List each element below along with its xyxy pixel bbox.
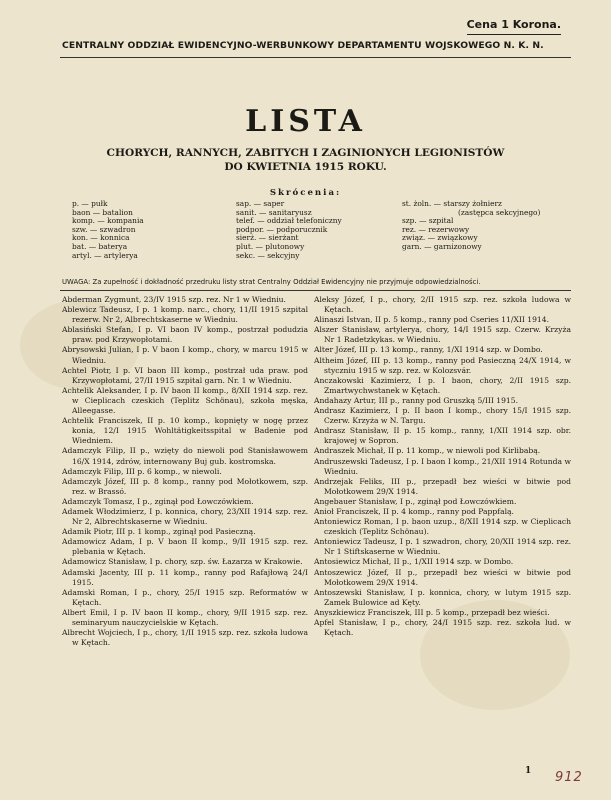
abbreviation-item: plut. — plutonowy: [236, 241, 305, 251]
abbreviations-column-2: [236, 200, 342, 260]
list-entry: Abderman Zygmunt, 23/IV 1915 szp. rez. Nr 1 w Wiedniu.: [62, 295, 286, 304]
abbreviation-item: st. żoln. — starszy żołnierz: [402, 199, 502, 208]
abbreviation-item: artyl. — artylerya: [72, 250, 138, 260]
list-entry: Alinaszi Istvan, II p. 5 komp., ranny pod Cseries 11/XII 1914.: [314, 315, 550, 325]
list-entry: Albrecht Wojciech, I p., chory, 1/II 1915 szp. rez. szkoła ludowa w Kętach.: [62, 628, 308, 648]
list-entry: Adamowicz Adam, I p. V baon II komp., 9/II 1915 szp. rez. plebania w Kętach.: [62, 537, 308, 557]
abbreviation-item: sierż. — sierżant: [236, 233, 299, 243]
list-entry: Achtel Piotr, I p. VI baon III komp., postrzał uda praw. pod Krzywopłotami, 27/II 1915 szpital garn. Nr. 1 w Wiedniu.: [62, 365, 308, 385]
list-entry: Apfel Stanisław, I p., chory, 24/I 1915 szp. rez. szkoła lud. w Kętach.: [314, 618, 571, 638]
abbreviation-item: sanit. — sanitaryusz: [236, 207, 312, 217]
abbreviation-item: bat. — baterya: [72, 241, 128, 251]
list-entry: Abrysowski Julian, I p. V baon I komp., chory, w marcu 1915 w Wiedniu.: [62, 345, 308, 365]
list-entry: Andrasz Kazimierz, I p. II baon I komp., chory 15/I 1915 szp. Czerw. Krzyża w N. Targu.: [314, 406, 571, 426]
list-entry: Alszer Stanisław, artylerya, chory, 14/I 1915 szp. Czerw. Krzyża Nr 1 Radetzkykas. w Wiedniu.: [314, 325, 571, 345]
abbreviation-item: kon. — konnica: [72, 233, 130, 243]
list-entry: Adamczyk Filip, III p. 6 komp., w niewoli.: [62, 466, 222, 476]
list-entry: Albert Emil, I p. IV baon II komp., chory, 9/II 1915 szp. rez. seminaryum nauczycielskie w Kętach.: [62, 607, 308, 627]
list-entry: Achtelik Aleksander, I p. IV baon II komp., 8/XII 1914 szp. rez. w Cieplicach czeskich (Teplitz Schönau), szkoła męska, Alleegasse.: [62, 385, 308, 416]
list-entry: Andrzejak Feliks, III p., przepadł bez wieści w bitwie pod Mołotkowem 29/X 1914.: [314, 476, 571, 496]
list-entry: Ablasiński Stefan, I p. VI baon IV komp., postrzał podudzia praw. pod Krzywopłotami.: [62, 325, 308, 345]
abbreviation-item: komp. — kompania: [72, 216, 144, 226]
handwritten-mark: 912: [555, 770, 583, 785]
list-entry: Adamowicz Stanisław, I p. chory, szp. św. Łazarza w Krakowie.: [62, 557, 303, 567]
list-entry: Adamski Jacenty, III p. 11 komp., ranny pod Rafajłową 24/I 1915.: [62, 567, 308, 587]
list-entry: Alter Józef, III p. 13 komp., ranny, 1/XI 1914 szp. w Dombo.: [314, 345, 543, 355]
header-rule: [60, 57, 571, 58]
subtitle-line-2: DO KWIETNIA 1915 ROKU.: [224, 161, 387, 173]
page-number: 1: [525, 766, 532, 776]
left-column: [62, 295, 308, 648]
abbreviations-column-1: [72, 200, 144, 260]
abbreviations-column-3: [402, 200, 540, 252]
disclaimer-note: UWAGA: Za zupełność i dokładność przedruku listy strat Centralny Oddział Ewidencyjny nie przyjmuje odpowiedzialności.: [62, 278, 481, 286]
abbreviation-item: związ. — związkowy: [402, 233, 478, 243]
abbreviations-heading: Skrócenia:: [269, 188, 342, 198]
list-entry: Adamczyk Tomasz, I p., zginął pod Łowczówkiem.: [62, 496, 254, 506]
right-column: [314, 295, 571, 638]
abbreviation-item: rez. — rezerwowy: [402, 224, 470, 234]
list-entry: Angebauer Stanisław, I p., zginął pod Łowczówkiem.: [314, 496, 517, 506]
list-entry: Adamczyk Józef, III p. 8 komp., ranny pod Mołotkowem, szp. rez. w Brassó.: [62, 476, 308, 496]
abbreviation-item: (zastępca sekcyjnego): [458, 207, 541, 217]
list-entry: Antoszewski Stanisław, I p. konnica, chory, w lutym 1915 szp. Zamek Bulowice ad Kęty.: [314, 587, 571, 607]
list-entry: Andrasz Stanisław, II p. 15 komp., ranny, 1/XII 1914 szp. obr. krajowej w Sopron.: [314, 426, 571, 446]
abbreviation-item: baon — batalion: [72, 207, 133, 217]
list-entry: Aleksy Józef, I p., chory, 2/II 1915 szp. rez. szkoła ludowa w Kętach.: [314, 295, 571, 315]
list-entry: Adamik Piotr, III p. 1 komp., zginął pod Pasieczną.: [62, 527, 256, 537]
abbreviation-item: telef. — oddział telefoniczny: [236, 216, 342, 226]
list-entry: Adamek Włodzimierz, I p. konnica, chory, 23/XII 1914 szp. rez. Nr 2, Albrechtskaserne w Wiedniu.: [62, 506, 308, 527]
abbreviation-item: podpor. — podporucznik: [236, 224, 328, 234]
list-entry: Adamski Roman, I p., chory, 25/I 1915 szp. Reformatów w Kętach.: [62, 587, 308, 607]
abbreviation-item: garn. — garnizonowy: [402, 241, 482, 251]
list-entry: Anczakowski Kazimierz, I p. I baon, chory, 2/II 1915 szp. Zmartwychwstanek w Kętach.: [314, 375, 571, 395]
abbreviation-item: szw. — szwadron: [72, 224, 136, 234]
price-label: Cena 1 Korona.: [467, 18, 561, 35]
subtitle-line-1: CHORYCH, RANNYCH, ZABITYCH I ZAGINIONYCH LEGIONISTÓW: [106, 147, 505, 159]
list-entry: Achtelik Franciszek, II p. 10 komp., kopnięty w nogę przez konia, 12/I 1915 Wohltätigkeitsspital w Badenie pod Wiedniem.: [62, 416, 308, 446]
document-title: LISTA: [245, 104, 366, 139]
list-entry: Andraszek Michał, II p. 11 komp., w niewoli pod Kirlibabą.: [314, 446, 541, 456]
list-entry: Adamczyk Filip, II p., wzięty do niewoli pod Stanisławowem 16/X 1914, zdrów, internowany Buj gub. kostromska.: [62, 446, 308, 466]
abbreviation-item: p. — pułk: [72, 199, 108, 208]
abbreviation-item: sap. — saper: [236, 199, 285, 208]
list-entry: Andruszewski Tadeusz, I p. I baon I komp., 21/XII 1914 Rotunda w Wiedniu.: [314, 456, 571, 476]
list-entry: Ablewicz Tadeusz, I p. 1 komp. narc., chory, 11/II 1915 szpital rezerw. Nr 2, Albrechtskaserne w Wiedniu.: [62, 305, 308, 325]
note-rule: [60, 290, 571, 291]
list-entry: Anioł Franciszek, II p. 4 komp., ranny pod Pappfalą.: [314, 506, 514, 516]
abbreviation-item: szp. — szpital: [402, 216, 454, 226]
list-entry: Antoszewicz Józef, II p., przepadł bez wieści w bitwie pod Mołotkowem 29/X 1914.: [314, 567, 571, 587]
list-entry: Antoniewicz Tadeusz, I p. 1 szwadron, chory, 20/XII 1914 szp. rez. Nr 1 Stiftskaserne w Wiedniu.: [314, 537, 571, 557]
abbreviation-item: sekc. — sekcyjny: [236, 250, 300, 260]
list-entry: Andahazy Artur, III p., ranny pod Gruszką 5/III 1915.: [314, 395, 518, 405]
list-entry: Altheim Józef, III p. 13 komp., ranny pod Pasieczną 24/X 1914, w styczniu 1915 w szp. rez. w Kolozsvár.: [314, 355, 571, 375]
list-entry: Antoniewicz Roman, I p. baon uzup., 8/XII 1914 szp. w Cieplicach czeskich (Teplitz Schönau).: [314, 517, 571, 537]
list-entry: Anyszkiewicz Franciszek, III p. 5 komp., przepadł bez wieści.: [314, 607, 550, 617]
list-entry: Antosiewicz Michał, II p., 1/XII 1914 szp. w Dombo.: [314, 557, 514, 567]
department-heading: CENTRALNY ODDZIAŁ EWIDENCYJNO-WERBUNKOWY DEPARTAMENTU WOJSKOWEGO N. K. N.: [62, 40, 544, 51]
